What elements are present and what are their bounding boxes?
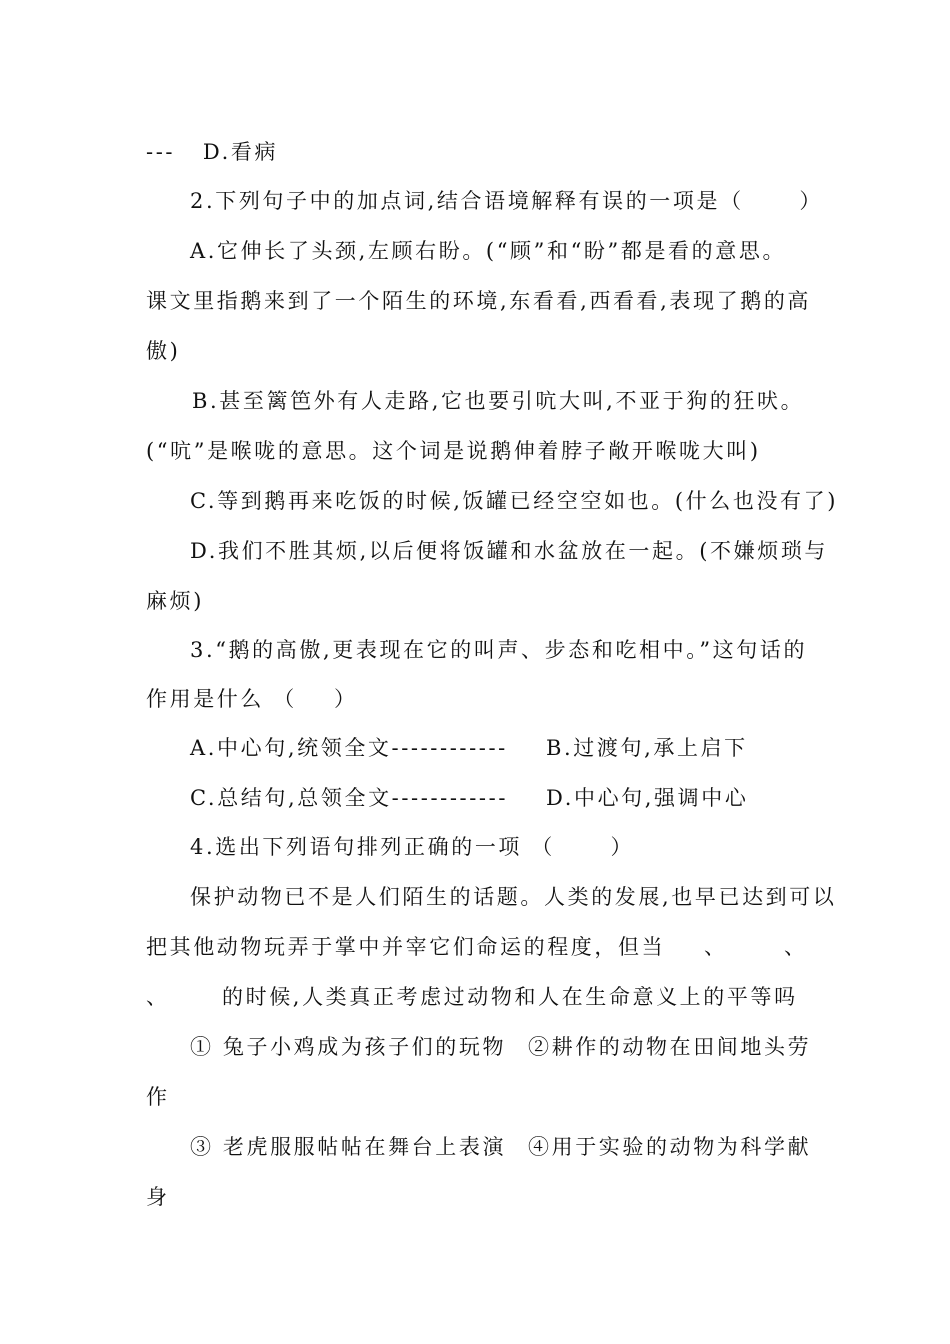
option-2d: D.我们不胜其烦,以后便将饭罐和水盆放在一起。(不嫌烦琐与 xyxy=(190,539,829,563)
item-4: ④用于实验的动物为科学献 xyxy=(528,1135,812,1159)
question-3-cont: 作用是什么 （ ） xyxy=(146,687,358,711)
question-2: 2.下列句子中的加点词,结合语境解释有误的一项是（ ） xyxy=(190,189,823,213)
option-2a-cont: 课文里指鹅来到了一个陌生的环境,东看看,西看看,表现了鹅的高 xyxy=(146,289,812,313)
blank-separator: 、 xyxy=(784,935,808,959)
blank-separator: 、 xyxy=(704,935,728,959)
passage-line-2: 把其他动物玩弄于掌中并宰它们命运的程度，但当 xyxy=(146,935,666,959)
passage-line-1: 保护动物已不是人们陌生的话题。人类的发展,也早已达到可以 xyxy=(190,885,837,909)
item-4-cont: 身 xyxy=(146,1185,170,1209)
option-2b: B.甚至篱笆外有人走路,它也要引吭大叫,不亚于狗的狂吠。 xyxy=(192,389,805,413)
question-3: 3.“鹅的高傲,更表现在它的叫声、步态和吃相中。”这句话的 xyxy=(190,638,808,662)
item-1: ① 兔子小鸡成为孩子们的玩物 xyxy=(190,1035,507,1059)
option-2a: A.它伸长了头颈,左顾右盼。(“顾”和“盼”都是看的意思。 xyxy=(190,239,787,263)
option-2b-cont: (“吭”是喉咙的意思。这个词是说鹅伸着脖子敞开喉咙大叫) xyxy=(146,439,761,463)
item-2: ②耕作的动物在田间地头劳 xyxy=(528,1035,812,1059)
option-2a-end: 傲) xyxy=(146,339,181,363)
blank-separator: 、 xyxy=(146,985,170,1009)
item-2-cont: 作 xyxy=(146,1085,170,1109)
option-3b: B.过渡句,承上启下 xyxy=(546,736,748,760)
option-3d: D.中心句,强调中心 xyxy=(546,786,749,810)
option-2c: C.等到鹅再来吃饭的时候,饭罐已经空空如也。(什么也没有了) xyxy=(190,489,839,513)
option-2d-cont: 麻烦) xyxy=(146,589,204,613)
question-4: 4.选出下列语句排列正确的一项 （ ） xyxy=(190,835,635,859)
option-d-line: --- D.看病 xyxy=(146,140,279,164)
option-3a: A.中心句,统领全文------------ xyxy=(190,736,508,760)
option-3c: C.总结句,总领全文------------ xyxy=(190,786,509,810)
passage-line-3: 的时候,人类真正考虑过动物和人在生命意义上的平等吗 xyxy=(222,985,798,1009)
item-3: ③ 老虎服服帖帖在舞台上表演 xyxy=(190,1135,507,1159)
